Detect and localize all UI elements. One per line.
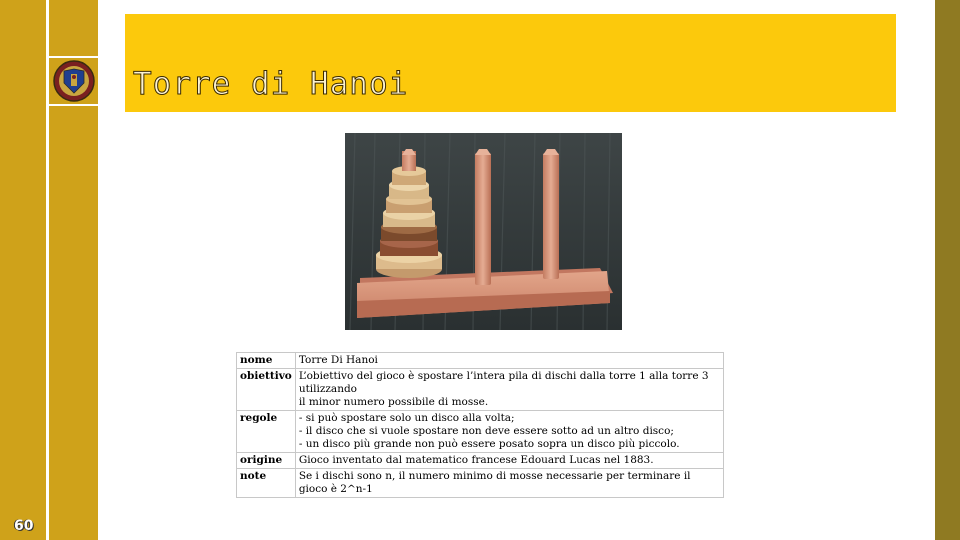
left-decor-band — [0, 0, 46, 540]
row-label: regole — [237, 411, 296, 453]
table-row — [237, 411, 724, 453]
row-value: - si può spostare solo un disco alla volta; - il disco che si vuole spostare non deve essere sotto ad un altro disco; - un disco più grande non può essere posato sopra un disco più piccolo. — [295, 411, 723, 453]
row-label: origine — [237, 453, 296, 469]
row-value: Gioco inventato dal matematico francese Edouard Lucas nel 1883. — [295, 453, 723, 469]
university-seal-icon — [52, 59, 96, 103]
table-row — [237, 353, 724, 369]
row-value: Se i dischi sono n, il numero minimo di mosse necessarie per terminare il gioco è 2^n-1 — [295, 469, 723, 498]
row-value: Torre Di Hanoi — [295, 353, 723, 369]
tower-of-hanoi-photo — [345, 133, 622, 330]
row-label: note — [237, 469, 296, 498]
logo-container — [49, 56, 98, 106]
row-value: L’obiettivo del gioco è spostare l’intera pila di dischi dalla torre 1 alla torre 3 utilizzando il minor numero possibile di mosse. — [295, 369, 723, 411]
row-label: obiettivo — [237, 369, 296, 411]
row-label: nome — [237, 353, 296, 369]
slide-number: 60 — [14, 518, 34, 534]
table-row — [237, 369, 724, 411]
right-decor-band — [935, 0, 960, 540]
table-row — [237, 453, 724, 469]
info-table — [236, 352, 724, 498]
table-row — [237, 469, 724, 498]
slide-title: Torre di Hanoi — [133, 66, 409, 102]
